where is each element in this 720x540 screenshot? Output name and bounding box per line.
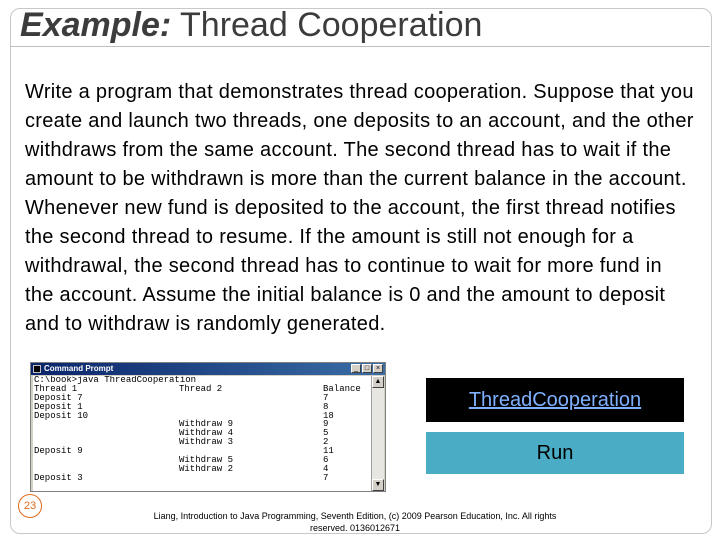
cmd-cell: Deposit 3 [34, 472, 83, 483]
cmd-cell: 7 [323, 472, 329, 483]
footer-citation: Liang, Introduction to Java Programming, Seventh Edition, (c) 2009 Pearson Education, Inc. All rights reserved. 0136012671 [153, 511, 557, 533]
cmd-cell: Thread 1 [34, 383, 78, 394]
close-button[interactable]: × [373, 364, 383, 373]
body-paragraph: Write a program that demonstrates thread cooperation. Suppose that you create and launch two threads, one deposits to an account, and the other withdraws from the same account. The second thread has to wait if the amount to be withdrawn is more than the current balance in the account. Whenever new fund is deposited to the account, the first thread notifies the second thread to resume. If the amount is still not enough for a withdrawal, the second thread has to continue to wait for more fund in the account. Assume the initial balance is 0 and the amount to deposit and to withdraw is randomly generated. [25, 81, 694, 335]
maximize-button[interactable]: □ [362, 364, 372, 373]
cmd-cell: Withdraw 2 [179, 463, 234, 474]
cmd-titlebar[interactable] [31, 363, 385, 375]
cmd-cell: 8 [323, 401, 329, 412]
title-text: Thread Cooperation [171, 6, 483, 44]
cmd-line [33, 465, 371, 474]
thread-cooperation-link[interactable] [426, 378, 684, 422]
cmd-cell: 9 [323, 419, 329, 430]
cmd-cell: Balance [323, 383, 361, 394]
cmd-cell: Deposit 10 [34, 410, 89, 421]
page-number: 23 [18, 494, 42, 518]
cmd-cell: 18 [323, 410, 334, 421]
cmd-line [33, 483, 371, 491]
cmd-line [33, 385, 371, 394]
scroll-down-icon[interactable]: ▼ [372, 479, 384, 491]
cmd-cell: Deposit 7 [34, 392, 83, 403]
cmd-cell: 7 [323, 392, 329, 403]
minimize-button[interactable]: _ [351, 364, 361, 373]
cmd-cell: Withdraw 9 [179, 419, 234, 430]
cmd-cell: 2 [323, 437, 329, 448]
title-emphasis: Example: [20, 6, 172, 44]
cmd-cell: Withdraw 3 [179, 437, 234, 448]
cmd-line [33, 438, 371, 447]
cmd-output [33, 376, 371, 491]
cmd-cell: Withdraw 4 [179, 428, 234, 439]
cmd-cell: Deposit 1 [34, 401, 83, 412]
cmd-line [33, 394, 371, 403]
cmd-cell: Deposit 9 [34, 446, 83, 457]
cmd-scrollbar[interactable] [371, 376, 384, 491]
title-bar [0, 0, 720, 48]
scroll-up-icon[interactable]: ▲ [372, 376, 384, 388]
cmd-cell: 6 [323, 455, 329, 466]
run-label: Run [536, 441, 574, 464]
cmd-cell: Thread 2 [179, 383, 223, 394]
cmd-window-controls [351, 364, 383, 373]
cmd-cell: 4 [323, 463, 329, 474]
cmd-cell: C:\book>java ThreadCooperation [34, 376, 197, 385]
run-button[interactable] [426, 432, 684, 474]
cmd-window-title: Command Prompt [44, 364, 114, 373]
cmd-line [33, 474, 371, 483]
slide-title [20, 6, 482, 45]
cmd-icon [33, 365, 41, 373]
cmd-cell: 5 [323, 428, 329, 439]
title-divider [10, 46, 710, 47]
cmd-cell: 11 [323, 446, 334, 457]
cmd-cell: Withdraw 5 [179, 455, 234, 466]
command-prompt-window[interactable] [30, 362, 386, 492]
thread-cooperation-label: ThreadCooperation [468, 388, 642, 411]
